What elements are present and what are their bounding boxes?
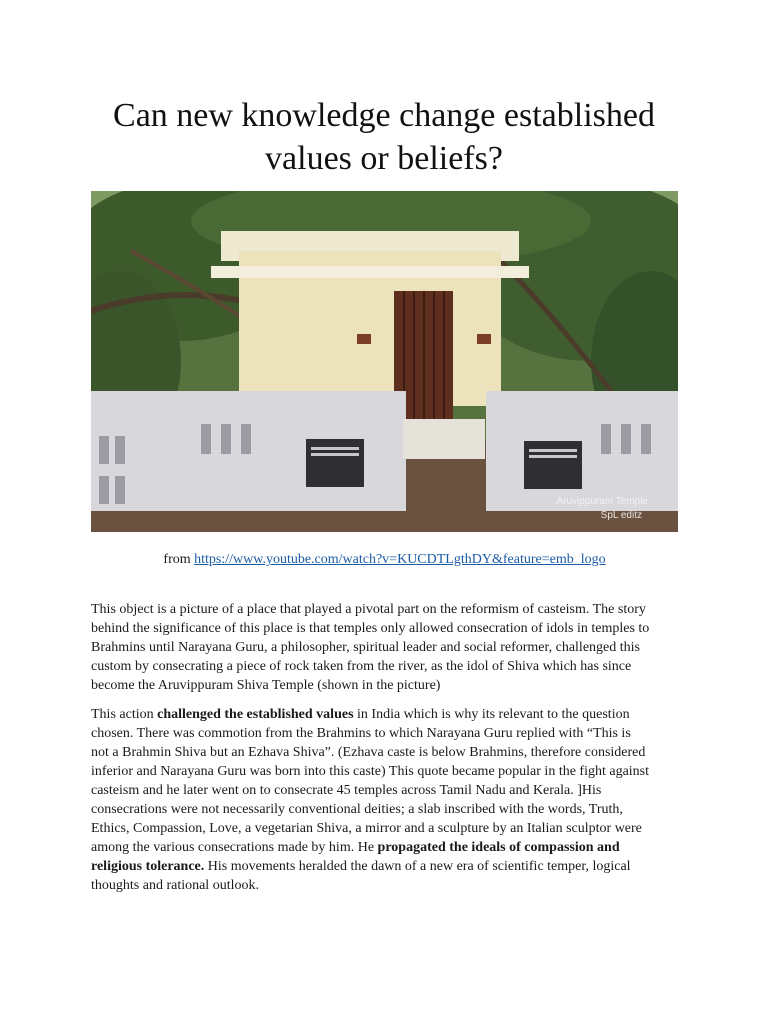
body-paragraph-2 bbox=[91, 705, 651, 895]
paragraph2-text-2: in India which is why its relevant to the question chosen. There was commotion from the Brahmins to which Narayana Guru replied with “This is not a Brahmin Shiva but an Ezhava Shiva”. (Ezhava caste is below Brahmins, therefore considered inferior and Narayana Guru was born into this caste) This quote became popular in the fight against casteism and he later went on to consecrate 45 temples across Tamil Nadu and Kerala. ]His consecrations were not necessarily conventional deities; a slab inscribed with the words, Truth, Ethics, Compassion, Love, a vegetarian Shiva, a mirror and a sculpture by an Italian sculptor were among the various consecrations made by him. He bbox=[91, 707, 650, 855]
source-link[interactable]: https://www.youtube.com/watch?v=KUCDTLgthDY&feature=emb_logo bbox=[194, 552, 606, 567]
caption-prefix: from bbox=[163, 552, 195, 567]
page-title: Can new knowledge change established values or beliefs? bbox=[113, 97, 655, 177]
image-caption bbox=[91, 552, 678, 568]
paragraph2-bold-1: challenged the established values bbox=[157, 707, 354, 722]
photo-watermark-title: Aruvippuram Temple bbox=[556, 496, 648, 507]
paragraph2-text-3: His movements heralded the dawn of a new era of scientific temper, logical thoughts and rational outlook. bbox=[91, 859, 631, 893]
temple-illustration bbox=[91, 191, 678, 532]
body-paragraph-1: This object is a picture of a place that played a pivotal part on the reformism of casteism. The story behind the significance of this place is that temples only allowed consecration of idols in temples to Brahmins until Narayana Guru, a philosopher, spiritual leader and social reformer, challenged this custom by consecrating a piece of rock taken from the river, as the idol of Shiva which has since become the Aruvippuram Shiva Temple (shown in the picture) bbox=[91, 602, 650, 693]
photo-watermark-credit: SpL editz bbox=[600, 510, 642, 521]
paragraph2-bold-2: propagated the ideals of compassion and religious tolerance. bbox=[91, 840, 620, 874]
paragraph2-text-1: This action bbox=[91, 707, 158, 722]
temple-photo bbox=[91, 191, 678, 532]
